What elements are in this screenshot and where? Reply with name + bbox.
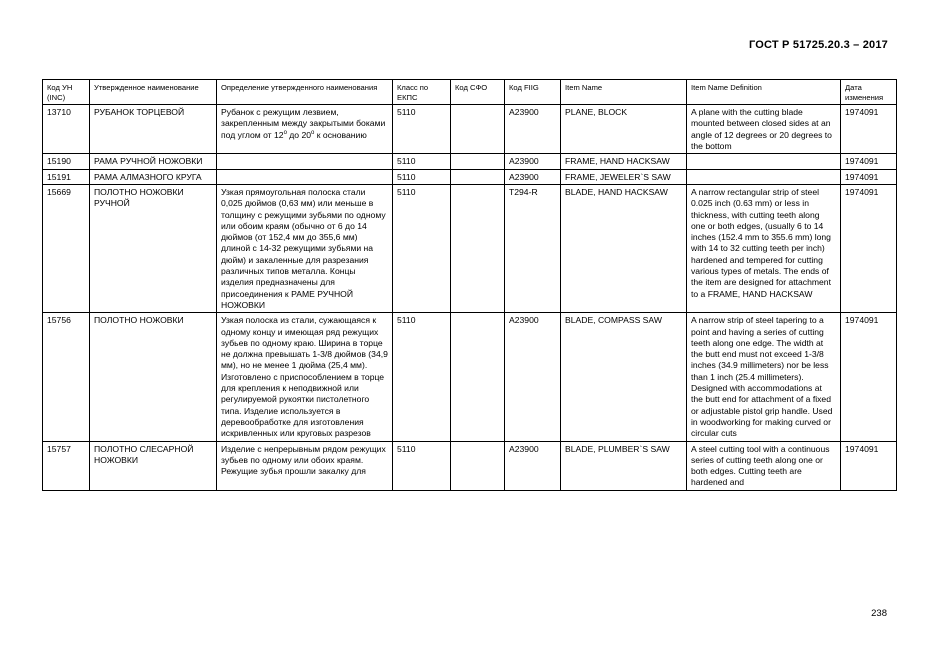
cell-date: 1974091	[841, 105, 897, 154]
col-header-sfo: Код СФО	[451, 80, 505, 105]
cell-item-definition: A narrow rectangular strip of steel 0.025 inch (0.63 mm) or less in thickness, with cutting teeth along one or both edges, (usually 6 to 14 inches (152.4 mm to 355.6 mm) long with 14 to 32 cutting teeth per inch) hardened and tempered for cutting various types of metals. The ends of the item are designed for attachment to a FRAME, HAND HACKSAW	[687, 184, 841, 312]
cell-sfo	[451, 169, 505, 184]
cell-fiig: A23900	[505, 105, 561, 154]
cell-sfo	[451, 184, 505, 312]
cell-class: 5110	[393, 441, 451, 490]
table-row	[43, 184, 897, 312]
document-code: ГОСТ Р 51725.20.3 – 2017	[748, 39, 888, 51]
col-header-item-definition: Item Name Definition	[687, 80, 841, 105]
page-number: 238	[871, 608, 887, 619]
cell-item-definition: A steel cutting tool with a continuous series of cutting teeth along one or both edges. Cutting teeth are hardened and	[687, 441, 841, 490]
table-row	[43, 154, 897, 169]
cell-name-ru: РАМА АЛМАЗНОГО КРУГА	[90, 169, 217, 184]
table-row	[43, 441, 897, 490]
cell-definition-ru: Узкая полоска из стали, сужающаяся к одному концу и имеющая ряд режущих зубьев по одному краю. Ширина в торце не должна превышать 1-3/8 дюймов (34,9 мм), но не менее 1 дюйма (25,4 мм). Изготовлено с приспособлением в торце для крепления к неподвижной или регулируемой рукоятки пистолетного типа. Изделие используется в деревообработке для изготовления искривленных или круговых разрезов	[217, 313, 393, 441]
cell-definition-ru	[217, 169, 393, 184]
cell-inc: 13710	[43, 105, 90, 154]
cell-class: 5110	[393, 105, 451, 154]
cell-class: 5110	[393, 154, 451, 169]
nomenclature-table	[42, 79, 897, 491]
cell-item-definition	[687, 154, 841, 169]
cell-name-ru: РУБАНОК ТОРЦЕВОЙ	[90, 105, 217, 154]
cell-item-name: BLADE, COMPASS SAW	[561, 313, 687, 441]
cell-item-name: FRAME, HAND HACKSAW	[561, 154, 687, 169]
cell-item-name: FRAME, JEWELER`S SAW	[561, 169, 687, 184]
col-header-definition-ru: Определение утвержденного наименования	[217, 80, 393, 105]
cell-date: 1974091	[841, 441, 897, 490]
table-header-row	[43, 80, 897, 105]
col-header-fiig: Код FIIG	[505, 80, 561, 105]
table-row	[43, 169, 897, 184]
cell-item-definition: A plane with the cutting blade mounted between closed sides at an angle of 12 degrees or 20 degrees to the bottom	[687, 105, 841, 154]
cell-name-ru: ПОЛОТНО СЛЕСАРНОЙ НОЖОВКИ	[90, 441, 217, 490]
cell-fiig: T294-R	[505, 184, 561, 312]
cell-sfo	[451, 105, 505, 154]
cell-inc: 15756	[43, 313, 90, 441]
table-row	[43, 313, 897, 441]
cell-fiig: A23900	[505, 154, 561, 169]
cell-sfo	[451, 441, 505, 490]
cell-inc: 15757	[43, 441, 90, 490]
cell-item-name: PLANE, BLOCK	[561, 105, 687, 154]
cell-sfo	[451, 154, 505, 169]
cell-definition-ru	[217, 154, 393, 169]
col-header-name-ru: Утвержденное наименование	[90, 80, 217, 105]
cell-inc: 15190	[43, 154, 90, 169]
cell-item-name: BLADE, HAND HACKSAW	[561, 184, 687, 312]
col-header-item-name: Item Name	[561, 80, 687, 105]
cell-inc: 15669	[43, 184, 90, 312]
cell-inc: 15191	[43, 169, 90, 184]
cell-definition-ru: Рубанок с режущим лезвием, закрепленным между закрытыми боками под углом от $12^о$ до $20^о$ к основанию	[217, 105, 393, 154]
col-header-class: Класс по ЕКПС	[393, 80, 451, 105]
cell-fiig: A23900	[505, 169, 561, 184]
cell-item-name: BLADE, PLUMBER`S SAW	[561, 441, 687, 490]
cell-item-definition: A narrow strip of steel tapering to a point and having a series of cutting teeth along one edge. The width at the butt end must not exceed 1-3/8 inches (34.9 millimeters) nor be less than 1 inch (25.4 millimeters). Designed with accommodations at the butt end for attachment of a fixed or adjustable pistol grip handle. Used in woodworking for making curved or circular cuts	[687, 313, 841, 441]
cell-name-ru: ПОЛОТНО НОЖОВКИ РУЧНОЙ	[90, 184, 217, 312]
table-row	[43, 105, 897, 154]
col-header-date: Дата изменения	[841, 80, 897, 105]
cell-class: 5110	[393, 184, 451, 312]
cell-definition-ru: Изделие с непрерывным рядом режущих зубьев по одному или обоих краям. Режущие зубья прошли закалку для	[217, 441, 393, 490]
cell-class: 5110	[393, 313, 451, 441]
cell-class: 5110	[393, 169, 451, 184]
cell-fiig: A23900	[505, 313, 561, 441]
cell-sfo	[451, 313, 505, 441]
cell-date: 1974091	[841, 184, 897, 312]
cell-date: 1974091	[841, 169, 897, 184]
cell-definition-ru: Узкая прямоугольная полоска стали 0,025 дюймов (0,63 мм) или меньше в толщину с режущими зубьями по одному или обоим краям (обычно от 6 до 14 дюймов (от 152,4 мм до 355,6 мм) длиной с 14-32 режущими зубьями на дюйм) и закаленные для разрезания различных типов металла. Концы изделия предназначены для присоединения к РАМЕ РУЧНОЙ НОЖОВКИ	[217, 184, 393, 312]
cell-date: 1974091	[841, 313, 897, 441]
cell-date: 1974091	[841, 154, 897, 169]
cell-item-definition	[687, 169, 841, 184]
col-header-inc: Код УН (INC)	[43, 80, 90, 105]
cell-name-ru: ПОЛОТНО НОЖОВКИ	[90, 313, 217, 441]
cell-name-ru: РАМА РУЧНОЙ НОЖОВКИ	[90, 154, 217, 169]
cell-fiig: A23900	[505, 441, 561, 490]
